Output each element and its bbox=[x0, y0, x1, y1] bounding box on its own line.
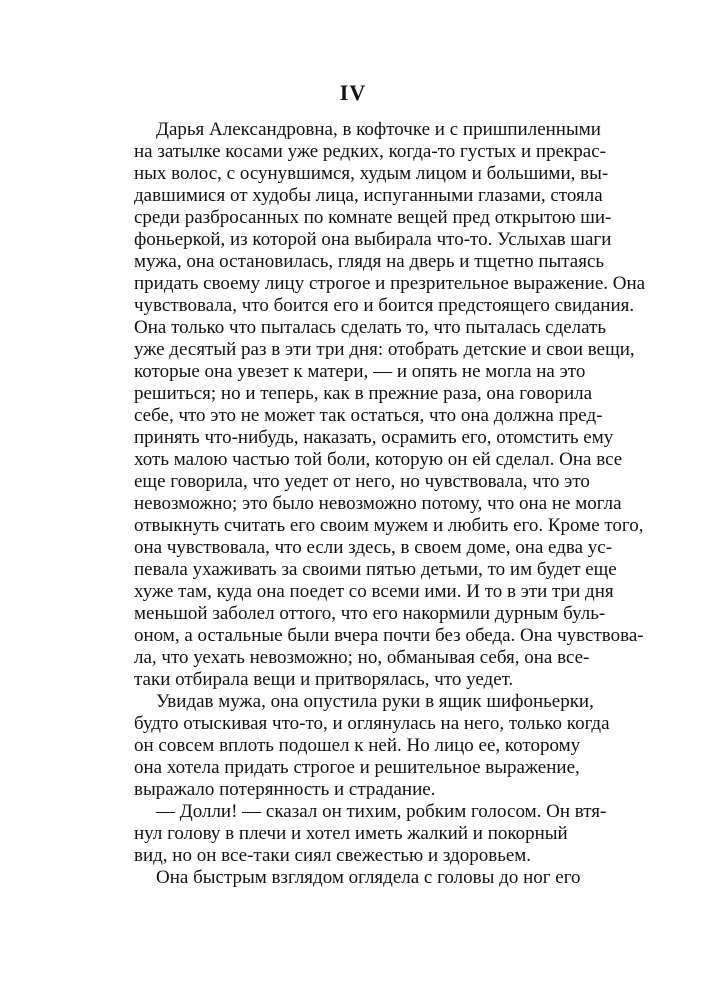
text-line: Увидав мужа, она опустила руки в ящик шифоньерки, bbox=[156, 691, 594, 712]
text-line: которые она увезет к матери, — и опять не могла на это bbox=[134, 361, 586, 382]
text-line: он совсем вплоть подошел к ней. Но лицо ее, которому bbox=[134, 735, 581, 756]
text-line: она чувствовала, что если здесь, в своем доме, она едва ус- bbox=[134, 537, 613, 558]
text-line: принять что-нибудь, наказать, осрамить его, отомстить ему bbox=[134, 427, 614, 448]
text-line: еще говорила, что уедет от него, но чувствовала, что это bbox=[134, 471, 590, 492]
text-line: давшимися от худобы лица, испуганными глазами, стояла bbox=[134, 185, 603, 206]
text-line: решиться; но и теперь, как в прежние раза, она говорила bbox=[134, 383, 593, 404]
text-line: — Долли! — сказал он тихим, робким голосом. Он втя- bbox=[156, 801, 607, 822]
text-line: хуже там, куда она поедет со всеми ими. И то в эти три дня bbox=[134, 581, 614, 602]
text-line: нул голову в плечи и хотел иметь жалкий и покорный bbox=[134, 823, 568, 844]
text-line: таки отбирала вещи и притворялась, что уедет. bbox=[134, 669, 514, 690]
text-line: хоть малою частью той боли, которую он ей сделал. Она все bbox=[134, 449, 623, 470]
text-line: меньшой заболел оттого, что его накормили дурным буль- bbox=[134, 603, 606, 624]
text-line: певала ухаживать за своими пятью детьми, то им будет еще bbox=[134, 559, 617, 580]
text-line: фоньеркой, из которой она выбирала что-то. Услыхав шаги bbox=[134, 229, 612, 250]
text-line: отвыкнуть считать его своим мужем и любить его. Кроме того, bbox=[134, 515, 644, 536]
text-line: будто отыскивая что-то, и оглянулась на него, только когда bbox=[134, 713, 610, 734]
text-line: ных волос, с осунувшимся, худым лицом и большими, вы- bbox=[134, 163, 609, 184]
text-line: мужа, она остановилась, глядя на дверь и тщетно пытаясь bbox=[134, 251, 605, 272]
text-line: выражало потерянность и страдание. bbox=[134, 779, 436, 800]
text-line: уже десятый раз в эти три дня: отобрать детские и свои вещи, bbox=[134, 339, 635, 360]
text-line: придать своему лицу строгое и презрительное выражение. Она bbox=[134, 273, 646, 294]
text-line: Она только что пыталась сделать то, что пыталась сделать bbox=[134, 317, 607, 338]
text-line: оном, а остальные были вчера почти без обеда. Она чувствова- bbox=[134, 625, 644, 646]
text-line: вид, но он все-таки сиял свежестью и здоровьем. bbox=[134, 845, 532, 866]
text-line: она хотела придать строгое и решительное выражение, bbox=[134, 757, 580, 778]
text-line: себе, что это не может так остаться, что она должна пред- bbox=[134, 405, 603, 426]
text-line: невозможно; это было невозможно потому, что она не могла bbox=[134, 493, 622, 514]
text-line: Она быстрым взглядом оглядела с головы до ног его bbox=[156, 867, 581, 888]
text-line: среди разбросанных по комнате вещей пред открытою ши- bbox=[134, 207, 612, 228]
text-line: на затылке косами уже редких, когда-то густых и прекрас- bbox=[134, 141, 606, 162]
chapter-heading: IV bbox=[339, 80, 367, 105]
text-line: Дарья Александровна, в кофточке и с пришпиленными bbox=[156, 119, 601, 140]
text-line: ла, что уехать невозможно; но, обманывая себя, она все- bbox=[134, 647, 590, 668]
text-line: чувствовала, что боится его и боится предстоящего свидания. bbox=[134, 295, 635, 316]
